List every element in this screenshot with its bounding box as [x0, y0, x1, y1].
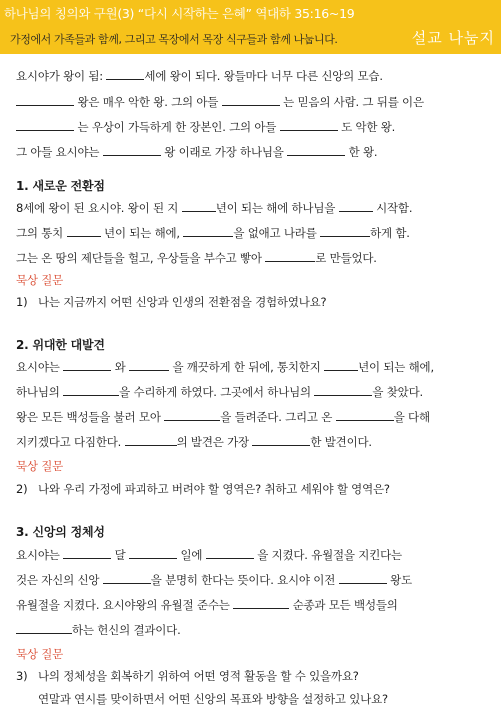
- s3-line-4: 하는 헌신의 결과이다.: [16, 622, 181, 638]
- s2-question: 2) 나와 우리 가정에 파괴하고 버려야 할 영역은? 취하고 세워야 할 영역은?: [16, 482, 390, 496]
- section-3-heading: 3. 신앙의 정체성: [16, 525, 105, 539]
- fill-blank: [129, 359, 169, 371]
- fill-blank: [336, 409, 394, 421]
- fill-blank: [103, 144, 161, 156]
- sermon-badge: 설교 나눔지: [411, 29, 495, 47]
- fill-blank: [280, 119, 338, 131]
- s1-line-3: 그는 온 땅의 제단들을 헐고, 우상들을 부수고 빻아 로 만들었다.: [16, 251, 377, 265]
- s2-line-4: 지키겠다고 다짐한다. 의 발견은 가장 한 발견이다.: [16, 435, 372, 449]
- fill-blank: [16, 622, 72, 634]
- fill-blank: [125, 434, 177, 446]
- intro-line-4: 그 아들 요시야는 왕 이래로 가장 하나님을 한 왕.: [16, 145, 378, 159]
- fill-blank: [63, 547, 111, 559]
- intro-line-3: 는 우상이 가득하게 한 장본인. 그의 아들 도 악한 왕.: [16, 119, 395, 135]
- fill-blank: [324, 359, 358, 371]
- header-subtitle: 가정에서 가족들과 함께, 그리고 목장에서 목장 식구들과 함께 나눕니다.: [10, 33, 338, 46]
- fill-blank: [103, 572, 151, 584]
- s1-question: 1) 나는 지금까지 어떤 신앙과 인생의 전환점을 경험하였나요?: [16, 295, 327, 309]
- fill-blank: [339, 572, 387, 584]
- s3-line-3: 유월절을 지켰다. 요시야왕의 유월절 준수는 순종과 모든 백성들의: [16, 598, 398, 612]
- s3-question-cont: 연말과 연시를 맞이하면서 어떤 신앙의 목표와 방향을 설정하고 있나요?: [38, 692, 388, 706]
- fill-blank: [183, 225, 233, 237]
- s3-meditation-label: 묵상 질문: [16, 647, 64, 661]
- s1-meditation-label: 묵상 질문: [16, 273, 64, 287]
- fill-blank: [252, 434, 310, 446]
- s2-line-1: 요시야는 와 을 깨끗하게 한 뒤에, 통치한지 년이 되는 해에,: [16, 360, 434, 374]
- fill-blank: [164, 409, 220, 421]
- s3-line-2: 것은 자신의 신앙 을 분명히 한다는 뜻이다. 요시야 이전 왕도: [16, 573, 412, 587]
- fill-blank: [63, 384, 119, 396]
- intro-line-1: 요시야가 왕이 됨: 세에 왕이 되다. 왕들마다 너무 다른 신앙의 모습.: [16, 69, 383, 83]
- fill-blank: [106, 68, 144, 80]
- fill-blank: [233, 597, 289, 609]
- sermon-title: 하나님의 칭의와 구원(3) “다시 시작하는 은혜” 역대하 35:16~19: [4, 6, 355, 21]
- section-2-heading: 2. 위대한 대발견: [16, 338, 105, 352]
- section-1-heading: 1. 새로운 전환점: [16, 179, 105, 193]
- s3-line-1: 요시야는 달 일에 을 지켰다. 유월절을 지킨다는: [16, 548, 402, 562]
- s2-line-2: 하나님의 을 수리하게 하였다. 그곳에서 하나님의 을 찾았다.: [16, 385, 423, 399]
- fill-blank: [67, 225, 101, 237]
- header-banner: [0, 0, 501, 54]
- fill-blank: [265, 250, 315, 262]
- s1-line-1: 8세에 왕이 된 요시야. 왕이 된 지 년이 되는 해에 하나님을 시작함.: [16, 201, 413, 215]
- fill-blank: [287, 144, 345, 156]
- fill-blank: [63, 359, 111, 371]
- fill-blank: [339, 200, 373, 212]
- intro-line-2: 왕은 매우 악한 왕. 그의 아들 는 믿음의 사람. 그 뒤를 이은: [16, 94, 424, 110]
- s3-question: 3) 나의 정체성을 회복하기 위하여 어떤 영적 활동을 할 수 있을까요?: [16, 669, 359, 683]
- fill-blank: [206, 547, 254, 559]
- fill-blank: [129, 547, 177, 559]
- fill-blank: [320, 225, 370, 237]
- fill-blank: [222, 94, 280, 106]
- fill-blank: [314, 384, 372, 396]
- s2-line-3: 왕은 모든 백성들을 불러 모아 을 들려준다. 그리고 온 을 다해: [16, 410, 430, 424]
- fill-blank: [182, 200, 216, 212]
- s1-line-2: 그의 통치 년이 되는 해에, 을 없애고 나라를 하게 함.: [16, 226, 410, 240]
- s2-meditation-label: 묵상 질문: [16, 459, 64, 473]
- fill-blank: [16, 94, 74, 106]
- fill-blank: [16, 119, 74, 131]
